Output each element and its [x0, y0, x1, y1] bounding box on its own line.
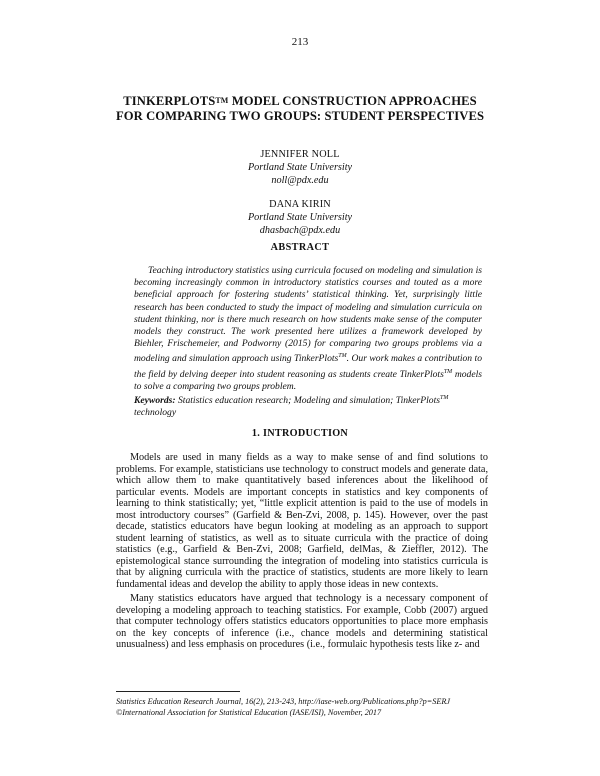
- abstract-text: [134, 265, 482, 393]
- abstract-trademark-a: TM: [338, 353, 347, 360]
- title-trademark: TM: [215, 96, 229, 105]
- page-number: 213: [291, 36, 309, 48]
- abstract-text-b: . Our work makes a contribution to the field by delving deeper into student reasoning as students create TinkerPlots: [134, 353, 483, 380]
- paper-title: [110, 94, 490, 124]
- abstract-heading: ABSTRACT: [270, 242, 330, 253]
- abstract-trademark-b: TM: [443, 368, 453, 375]
- author-affiliation: Portland State University: [247, 212, 353, 223]
- journal-footer: [116, 697, 496, 718]
- footer-copyright: ©International Association for Statistical Education (IASE/ISI), November, 2017: [116, 707, 382, 717]
- author-affiliation: Portland State University: [247, 162, 353, 173]
- author-name: DANA KIRIN: [269, 199, 331, 210]
- abstract-text-a: Teaching introductory statistics using curricula focused on modeling and simulation is becoming increasingly common in introductory statistics courses and touted as a more beneficial approach for fostering students’ statistical thinking. Yet, surprisingly little research has been conducted to study the impact of modeling and simulation curricula on student thinking, nor is there much research on how students make sense of the computer models they construct. The work presented here utilizes a framework developed by Biehler, Frischemeier, and Podworny (2015) for comparing two groups problems via a modeling and simulation approach using TinkerPlots: [134, 265, 482, 365]
- keywords-trademark: TM: [440, 395, 449, 401]
- keywords-text-end: technology: [134, 407, 177, 419]
- footer-citation: Statistics Education Research Journal, 16(2), 213-243, http://iase-web.org/Publications.php?p=SERJ: [116, 697, 450, 706]
- author-block-1: [0, 148, 600, 187]
- body-paragraph-2: [116, 593, 488, 651]
- paragraph-text: Models are used in many fields as a way to make sense of and find solutions to problems. For example, statisticians use technology to construct models and generate data, which allow them to make quantitatively based inferences about the likelihood of particular events. Models are important concepts in statistics and key components of learning to think statistically; yet, “little explicit attention is paid to the use of models in most introductory courses” (Garfield & Ben-Zvi, 2008, p. 145). However, over the past decade, statistics educators have begun looking at modeling as an approach to support student learning of statistics, as well as to situate curricula with the practice of doing statistics (e.g., Garfield & Ben-Zvi, 2008; Garfield, delMas, & Zieffler, 2012). The epistemological stance surrounding the integration of modeling into statistics curricula is that by aligning curricula with the practice of statistics, students are more likely to learn fundamental ideas and develop the ability to apply those ideas in new contexts.: [116, 452, 488, 590]
- author-email[interactable]: noll@pdx.edu: [271, 175, 329, 186]
- author-block-2: [0, 198, 600, 237]
- title-part1: TINKERPLOTS: [123, 94, 216, 108]
- keywords: [134, 392, 482, 419]
- abstract-text-c: models to solve a comparing two groups problem.: [134, 369, 483, 393]
- body-paragraph-1: [116, 452, 488, 590]
- author-email[interactable]: dhasbach@pdx.edu: [259, 225, 341, 236]
- keywords-text: Statistics education research; Modeling and simulation; TinkerPlots: [175, 395, 441, 407]
- paragraph-text: Many statistics educators have argued that technology is a necessary component of developing a modeling approach to teaching statistics. For example, Cobb (2007) argued that computer technology offers statistics educators opportunities to place more emphasis on the key concepts of inference (i.e., chance models and determining statistical unusualness) and less emphasis on procedures (i.e., formulaic hypothesis tests like z- and: [116, 593, 488, 650]
- title-part2: MODEL CONSTRUCTION APPROACHES FOR COMPARING TWO GROUPS: STUDENT PERSPECTIVES: [115, 94, 485, 123]
- footnote-rule: [116, 691, 240, 692]
- author-name: JENNIFER NOLL: [260, 149, 340, 160]
- keywords-label: Keywords:: [134, 395, 176, 407]
- section-heading: 1. INTRODUCTION: [251, 428, 349, 439]
